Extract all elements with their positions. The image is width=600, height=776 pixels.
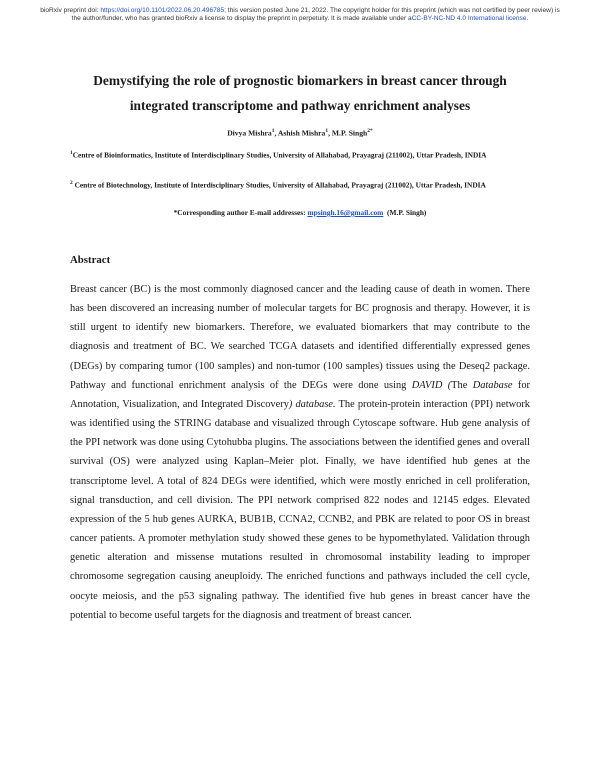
- abstract-italic: ) database.: [288, 398, 336, 410]
- author-list: Divya Mishra$^1$, Ashish Mishra$^1$, M.P. Singh$^{2*}$: [227, 128, 373, 138]
- corresponding-author: [70, 208, 530, 217]
- email-link[interactable]: mpsingh.16@gmail.com: [307, 208, 384, 217]
- author-name: Divya Mishra: [227, 128, 272, 138]
- affiliation-text: Centre of Biotechnology, Institute of Interdisciplinary Studies, University of Allahabad, Prayagraj (211002), Uttar Pradesh, INDIA: [74, 180, 486, 190]
- corresponding-label: *Corresponding author E-mail addresses:: [173, 208, 308, 217]
- paper-title: Demystifying the role of prognostic biomarkers in breast cancer through integrated transcriptome and pathway enrichment analyses: [93, 73, 507, 113]
- abstract-text: Breast cancer (BC) is the most commonly diagnosed cancer and the leading cause of death in women. There has been discovered an increasing number of molecular targets for BC prognosis and therapy. However, it is still urgent to identify new biomarkers. Therefore, we evaluated biomarkers that may contribute to the diagnosis and treatment of BC. We searched TCGA datasets and identified differentially expressed genes (DEGs) by comparing tumor (100 samples) and non-tumor (100 samples) tissues using the Deseq2 package. Pathway and functional enrichment analysis of the DEGs were done using: [70, 284, 530, 391]
- affiliation-marker: 1: [70, 150, 73, 156]
- abstract-text: The: [451, 379, 473, 391]
- abstract-heading: Abstract: [70, 254, 111, 266]
- doi-link[interactable]: https://doi.org/10.1101/2022.06.20.496785: [100, 7, 225, 14]
- affiliation-1: [70, 148, 530, 160]
- abstract-italic: Database: [472, 379, 513, 391]
- abstract-body: [70, 280, 530, 625]
- affiliation-marker: 2: [70, 180, 73, 186]
- affiliation-2: [70, 178, 530, 190]
- author-affiliation-marker: 1: [325, 128, 329, 134]
- abstract-italic: DAVID (: [411, 379, 452, 391]
- preprint-notice: [40, 7, 560, 23]
- preprint-middle: ; this version posted June 21, 2022. The copyright holder for this preprint (which was not certified by peer review) is the author/funder, who has granted bioRxiv a license to display the preprint in perpetuity. It is made available under a: [71, 7, 560, 23]
- corresponding-name: (M.P. Singh): [387, 208, 427, 217]
- author-name: Ashish Mishra: [277, 128, 326, 138]
- preprint-prefix: bioRxiv preprint doi:: [40, 7, 101, 14]
- license-link[interactable]: CC-BY-NC-ND 4.0 International license: [411, 15, 527, 23]
- affiliation-text: Centre of Bioinformatics, Institute of Interdisciplinary Studies, University of Allahabad, Prayagraj (211002), Uttar Pradesh, INDIA: [72, 150, 487, 160]
- author-affiliation-marker: 1: [271, 128, 275, 134]
- abstract-text: The protein-protein interaction (PPI) network was identified using the STRING database and visualized through Cytoscape software. Hub gene analysis of the PPI network was done using Cytohubba plugins. The associations between the identified genes and overall survival (OS) were analyzed using Kaplan–Meier plot. Finally, we have identified hub genes at the transcriptome level. A total of 824 DEGs were identified, which were mostly enriched in cell proliferation, signal transduction, and cell division. The PPI network comprised 822 nodes and 12145 edges. Elevated expression of the 5 hub genes AURKA, BUB1B, CCNA2, CCNB2, and PBK are related to poor OS in breast cancer patients. A promoter methylation study showed these genes to be hypomethylated. Validation through genetic alteration and missense mutations resulted in chromosomal instability leading to improper chromosome segregation causing aneuploidy. The enriched functions and pathways included the cell cycle, oocyte meiosis, and the p53 signaling pathway. The identified five hub genes in breast cancer have the potential to become useful targets for the diagnosis and treatment of breast cancer.: [70, 398, 530, 621]
- abstract-text: for Annotation, Visualization, and Integrated Discovery: [70, 379, 530, 410]
- author-name: M.P. Singh: [331, 128, 368, 138]
- preprint-suffix: .: [526, 15, 529, 23]
- author-affiliation-marker: 2*: [367, 128, 373, 134]
